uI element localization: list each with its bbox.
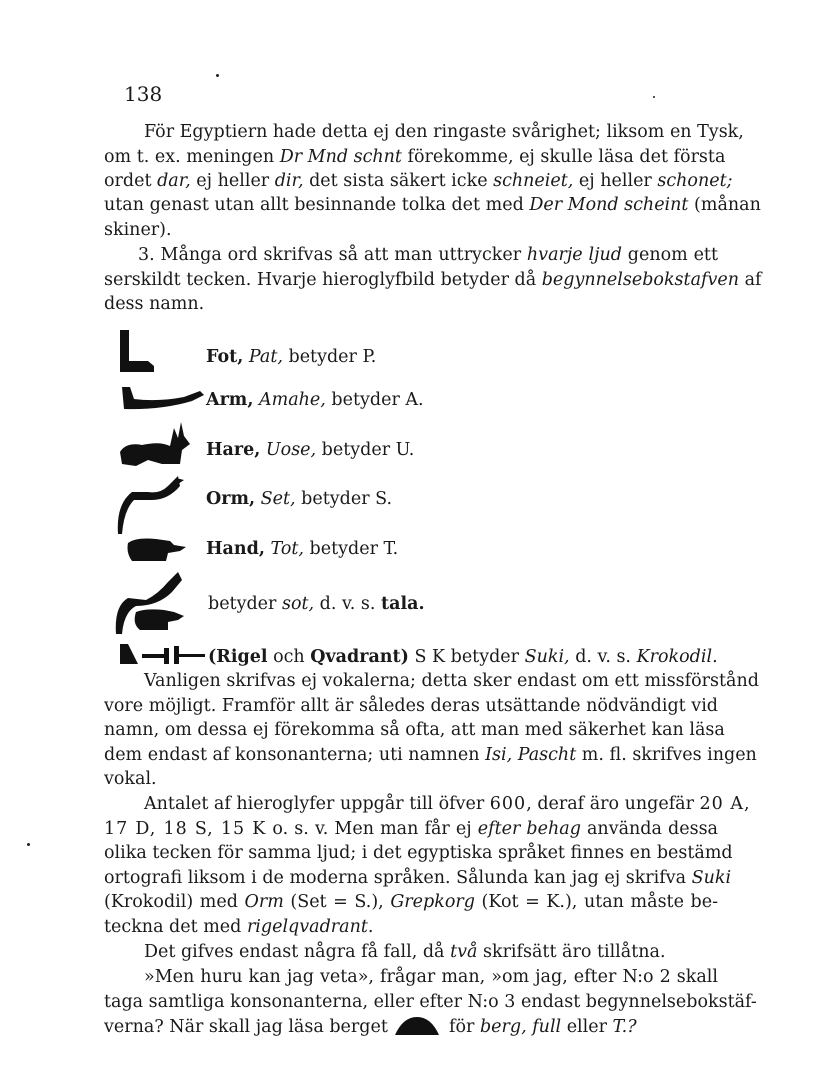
paragraph-1-line: ordet dar, ej heller dir, det sista säkert icke schneiet, ej heller schonet; bbox=[104, 171, 733, 191]
paragraph-4-line: olika tecken för samma ljud; i det egyptiska språket finnes en bestämd bbox=[104, 843, 733, 863]
paragraph-4-line: teckna det med rigelqvadrant. bbox=[104, 917, 374, 937]
glyph-row-hand: Hand, Tot, betyder T. bbox=[206, 539, 399, 559]
paragraph-1-line: utan genast utan allt besinnande tolka det med Der Mond scheint (månan bbox=[104, 195, 761, 215]
paragraph-6-line: verna? När skall jag läsa berget för berg, full eller T.? bbox=[104, 1017, 637, 1037]
foot-glyph-icon bbox=[118, 330, 158, 372]
glyph-row-combined: betyder sot, d. v. s. tala. bbox=[208, 594, 425, 614]
hare-glyph-icon bbox=[118, 418, 192, 468]
paragraph-4-line: Antalet af hieroglyfer uppgår till öfver 600, deraf äro ungefär 20 A, bbox=[144, 794, 751, 814]
paragraph-6-line: taga samtliga konsonanterna, eller efter N:o 3 endast begynnelsebokstäf- bbox=[104, 992, 757, 1012]
paragraph-4-line: 17 D, 18 S, 15 K o. s. v. Men man får ej efter behag använda dessa bbox=[104, 819, 718, 839]
arm-glyph-icon bbox=[118, 385, 206, 411]
paragraph-6-line: »Men huru kan jag veta», frågar man, »om jag, efter N:o 2 skall bbox=[144, 967, 718, 987]
paragraph-4-line: ortografi liksom i de moderna språken. Sålunda kan jag ej skrifva Suki bbox=[104, 868, 732, 888]
glyph-row-arm: Arm, Amahe, betyder A. bbox=[206, 390, 424, 410]
bolt-quadrant-glyph-icon bbox=[118, 642, 208, 666]
print-speck bbox=[216, 74, 219, 77]
paragraph-4-line: (Krokodil) med Orm (Set = S.), Grepkorg (Kot = K.), utan måste be- bbox=[104, 892, 718, 912]
paragraph-5-line: Det gifves endast några få fall, då två skrifsätt äro tillåtna. bbox=[144, 942, 666, 962]
snake-glyph-icon bbox=[112, 474, 186, 536]
paragraph-3-line: vokal. bbox=[104, 769, 157, 789]
paragraph-1-line: För Egyptiern hade detta ej den ringaste svårighet; liksom en Tysk, bbox=[144, 122, 744, 142]
glyph-row-snake: Orm, Set, betyder S. bbox=[206, 489, 393, 509]
snake-hand-glyph-icon bbox=[112, 572, 188, 634]
print-speck bbox=[27, 843, 30, 846]
glyph-row-bolt: (Rigel och Qvadrant) S K betyder Suki, d. v. s. Krokodil. bbox=[208, 647, 718, 667]
hand-glyph-icon bbox=[126, 537, 188, 563]
paragraph-3-line: namn, om dessa ej förekomma så ofta, att man med säkerhet kan läsa bbox=[104, 720, 725, 740]
glyph-row-foot: Fot, Pat, betyder P. bbox=[206, 347, 377, 367]
paragraph-1-line: om t. ex. meningen Dr Mnd schnt förekomme, ej skulle läsa det första bbox=[104, 147, 726, 167]
mountain-glyph-icon bbox=[393, 1015, 443, 1035]
glyph-row-hare: Hare, Uose, betyder U. bbox=[206, 440, 415, 460]
page-number: 138 bbox=[124, 82, 163, 106]
print-speck bbox=[653, 96, 655, 98]
paragraph-2-line: 3. Många ord skrifvas så att man uttrycker hvarje ljud genom ett bbox=[138, 245, 718, 265]
paragraph-3-line: vore möjligt. Framför allt är således deras utsättande nödvändigt vid bbox=[104, 696, 718, 716]
paragraph-1-line: skiner). bbox=[104, 220, 172, 240]
paragraph-3-line: dem endast af konsonanterna; uti namnen Isi, Pascht m. fl. skrifves ingen bbox=[104, 745, 757, 765]
paragraph-2-line: serskildt tecken. Hvarje hieroglyfbild betyder då begynnelsebokstafven af bbox=[104, 270, 762, 290]
paragraph-2-line: dess namn. bbox=[104, 294, 205, 314]
paragraph-3-line: Vanligen skrifvas ej vokalerna; detta sker endast om ett missförstånd bbox=[144, 671, 759, 691]
